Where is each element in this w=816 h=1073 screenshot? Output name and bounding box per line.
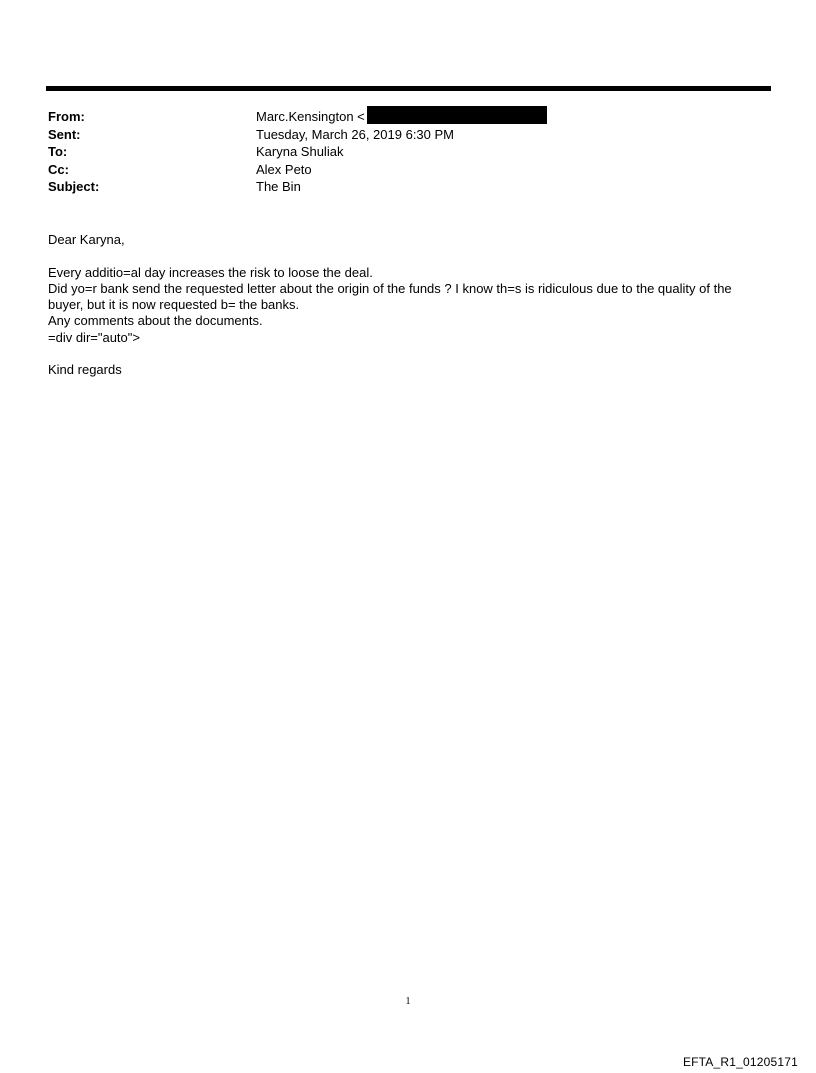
to-row bbox=[48, 143, 748, 161]
from-value bbox=[256, 108, 547, 126]
sent-label: Sent: bbox=[48, 126, 81, 142]
body-line: Every additio=al day increases the risk to loose the deal. bbox=[48, 264, 373, 280]
from-sender: Marc.Kensington < bbox=[256, 109, 365, 124]
blank-line bbox=[48, 248, 773, 264]
blank-line bbox=[48, 346, 773, 362]
subject-value: The Bin bbox=[256, 179, 301, 194]
sent-row bbox=[48, 126, 748, 144]
body-closing: Kind regards bbox=[48, 362, 122, 378]
bates-number: EFTA_R1_01205171 bbox=[682, 1055, 798, 1069]
cc-value: Alex Peto bbox=[256, 161, 312, 177]
cc-label: Cc: bbox=[48, 161, 69, 177]
to-label: To: bbox=[48, 144, 68, 159]
subject-row bbox=[48, 178, 748, 196]
email-header bbox=[48, 108, 748, 196]
body-line: buyer, but it is now requested b= the banks. bbox=[48, 297, 300, 313]
to-value: Karyna Shuliak bbox=[256, 144, 344, 159]
from-row bbox=[48, 108, 748, 126]
body-line: Did yo=r bank send the requested letter about the origin of the funds ? I know th=s is ridiculous due to the quality of the bbox=[48, 280, 732, 296]
email-body bbox=[48, 232, 773, 379]
page-number: 1 bbox=[405, 996, 411, 1007]
header-rule bbox=[46, 86, 771, 91]
cc-row bbox=[48, 161, 748, 179]
sent-value: Tuesday, March 26, 2019 6:30 PM bbox=[256, 126, 454, 142]
subject-label: Subject: bbox=[48, 179, 100, 194]
body-line: Any comments about the documents. bbox=[48, 313, 263, 329]
body-greeting: Dear Karyna, bbox=[48, 232, 125, 247]
from-label: From: bbox=[48, 109, 85, 124]
redaction-box bbox=[367, 106, 547, 124]
body-line: =div dir="auto"> bbox=[48, 329, 140, 345]
